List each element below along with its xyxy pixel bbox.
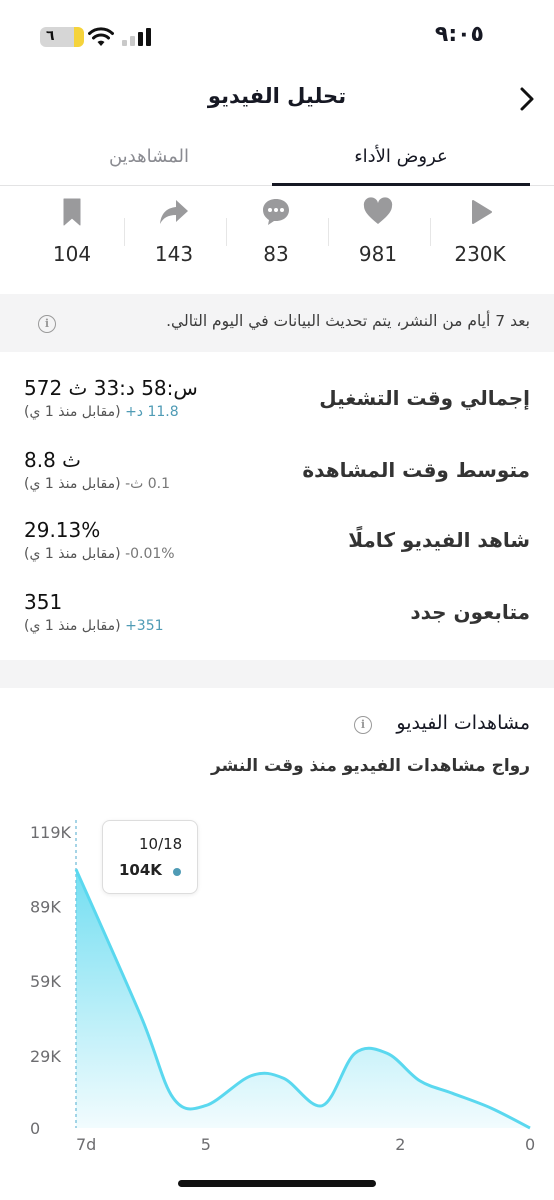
tab-viewers[interactable]: المشاهدين [108, 146, 190, 167]
views-section-subtitle: رواج مشاهدات الفيديو منذ وقت النشر [211, 756, 530, 776]
views-area-fill [76, 869, 530, 1128]
views-stat [430, 190, 530, 286]
data-update-notice [0, 294, 554, 352]
wifi-icon [88, 26, 114, 48]
comments-count: 83 [263, 242, 289, 266]
section-divider [0, 660, 554, 688]
metric-total-playtime [0, 376, 554, 442]
tooltip-value: 104K [119, 861, 162, 879]
x-tick-label: 2 [395, 1135, 406, 1154]
metric-delta: -0.01% [125, 546, 175, 562]
home-indicator [178, 1180, 376, 1187]
metric-delta: -0.1 ث [125, 476, 171, 492]
metric-comparison [24, 546, 175, 562]
comparison-period: (مقابل منذ 1 ي) [24, 476, 121, 492]
notice-text: بعد 7 أيام من النشر، يتم تحديث البيانات في اليوم التالي. [166, 312, 530, 330]
battery-icon [40, 27, 82, 47]
saves-count: 104 [52, 242, 92, 266]
comparison-period: (مقابل منذ 1 ي) [24, 618, 121, 634]
metric-full-video-watched [0, 518, 554, 584]
battery-level: ٦ [46, 28, 55, 44]
status-bar [0, 0, 554, 70]
y-tick-label: 0 [30, 1119, 41, 1138]
y-tick-label: 29K [30, 1046, 61, 1066]
metric-label: شاهد الفيديو كاملًا [348, 528, 530, 552]
likes-stat [328, 190, 428, 286]
views-count: 230K [454, 242, 506, 266]
y-tick-label: 59K [30, 972, 61, 992]
page-title: تحليل الفيديو [207, 84, 347, 108]
heart-icon [362, 196, 394, 228]
likes-count: 981 [358, 242, 398, 266]
metric-label: متوسط وقت المشاهدة [302, 458, 530, 482]
share-icon [158, 196, 190, 228]
engagement-stats [0, 190, 554, 286]
metric-value: 29.13% [24, 518, 101, 542]
metric-label: إجمالي وقت التشغيل [319, 386, 530, 410]
cellular-signal-icon [122, 28, 152, 46]
chart-tooltip [102, 820, 198, 894]
shares-stat [124, 190, 224, 286]
divider [226, 218, 227, 246]
metric-value: 351 [24, 590, 63, 614]
play-icon [464, 196, 496, 228]
divider [328, 218, 329, 246]
tab-active-indicator [272, 183, 530, 186]
tab-performance[interactable]: عروض الأداء [354, 146, 448, 167]
comparison-period: (مقابل منذ 1 ي) [24, 404, 121, 420]
metric-new-followers [0, 590, 554, 656]
tab-bar [0, 136, 554, 186]
metric-delta: +351 [125, 618, 164, 634]
y-tick-label: 119K [30, 823, 72, 842]
metric-comparison [24, 618, 164, 634]
metric-label: متابعون جدد [410, 600, 530, 624]
metric-comparison [24, 404, 179, 420]
saves-stat [22, 190, 122, 286]
x-tick-label: 5 [200, 1135, 211, 1154]
y-tick-label: 89K [30, 897, 61, 917]
metric-comparison [24, 476, 170, 492]
metric-delta: +11.8 د [125, 404, 179, 420]
comments-stat [226, 190, 326, 286]
back-chevron-icon[interactable] [514, 84, 540, 114]
shares-count: 143 [154, 242, 194, 266]
comparison-period: (مقابل منذ 1 ي) [24, 546, 121, 562]
tooltip-series-dot [173, 868, 181, 876]
x-tick-label: 0 [525, 1135, 536, 1154]
metric-value: 572 س:58 د:33 ث [24, 376, 198, 400]
info-icon[interactable]: i [38, 315, 56, 333]
bookmark-icon [56, 196, 88, 228]
views-section-title: مشاهدات الفيديو [396, 712, 530, 734]
metric-value: 8.8 ث [24, 448, 81, 472]
status-time: ٩:٠٥ [434, 22, 484, 47]
header [0, 72, 554, 128]
x-tick-label: 7d [76, 1135, 97, 1154]
tooltip-date: 10/18 [139, 835, 183, 853]
comment-icon [260, 196, 292, 228]
info-icon[interactable]: i [354, 716, 372, 734]
views-area-chart[interactable] [0, 810, 554, 1160]
divider [124, 218, 125, 246]
divider [430, 218, 431, 246]
metric-avg-watch-time [0, 448, 554, 514]
